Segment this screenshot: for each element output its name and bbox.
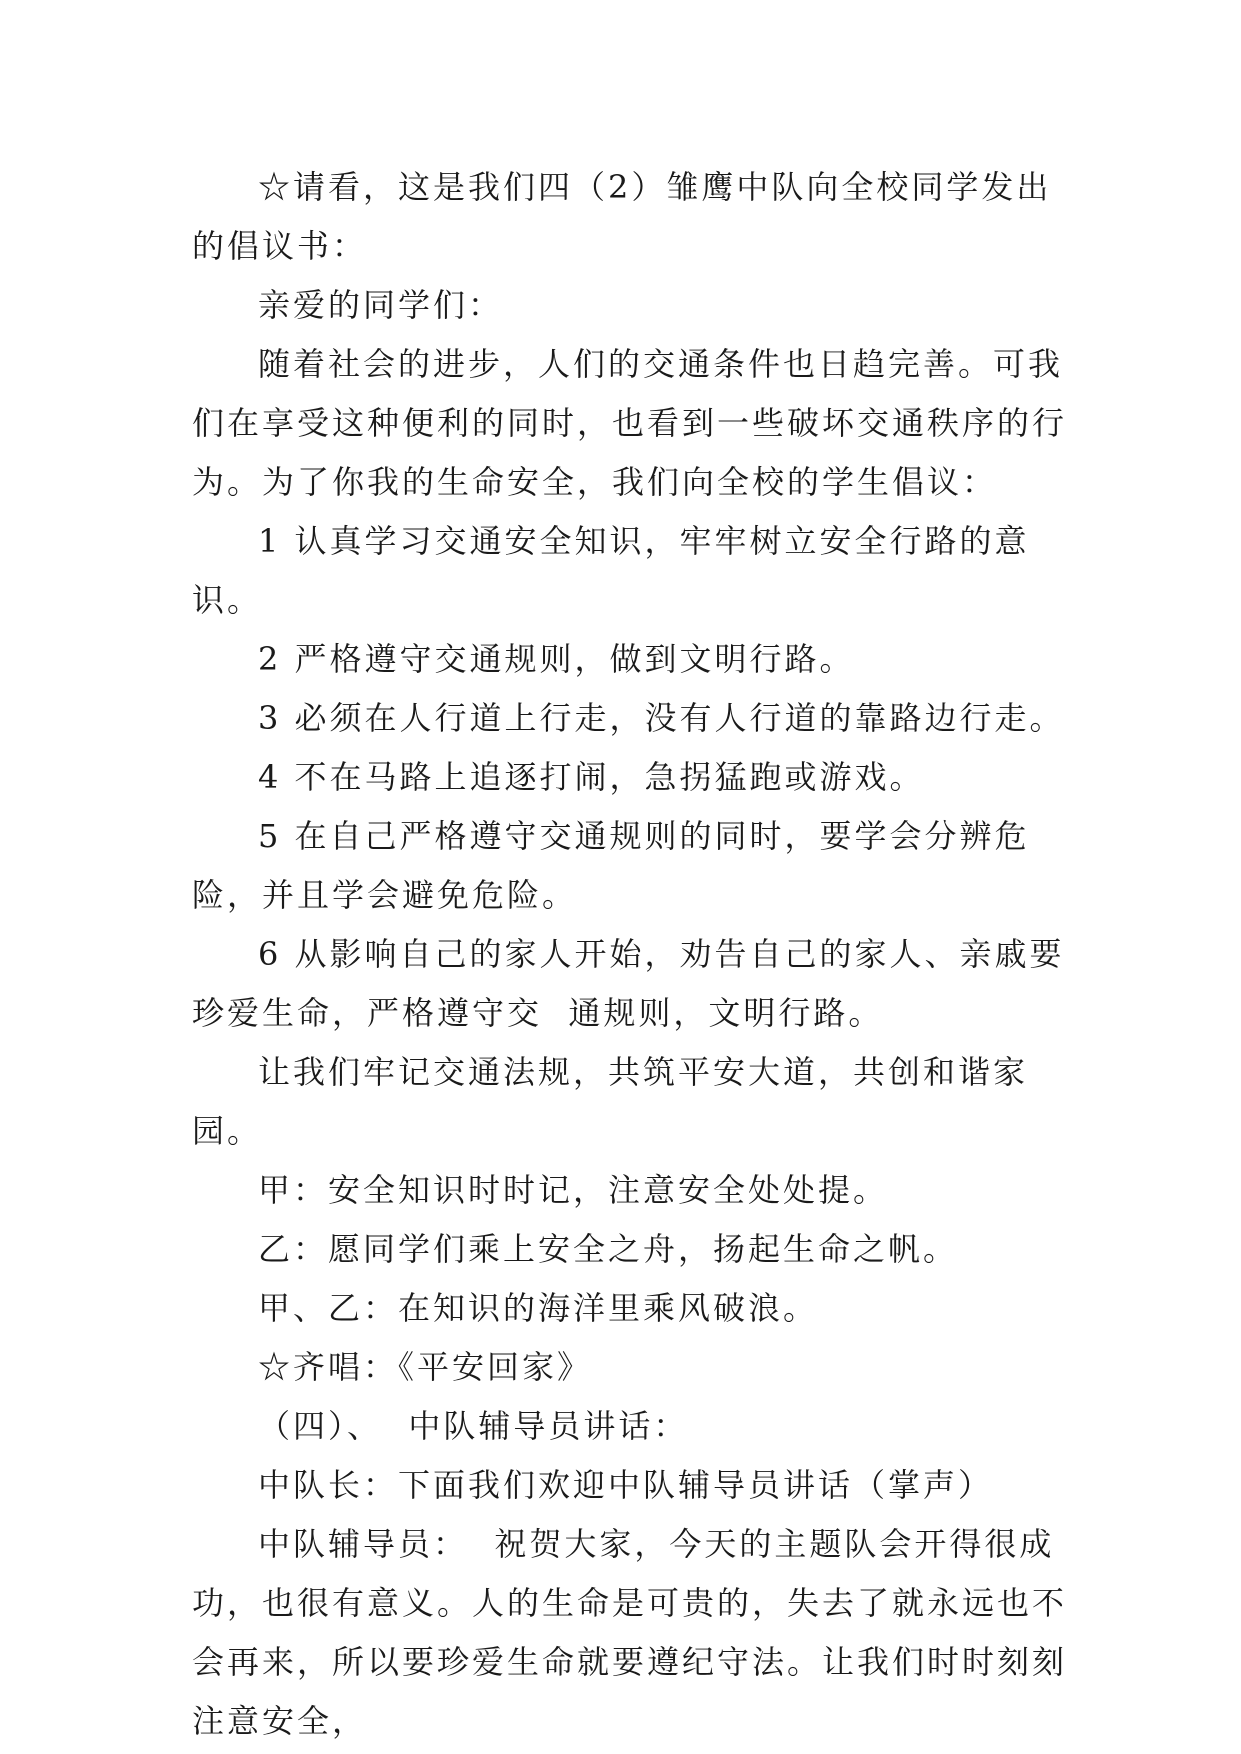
list-item-5 [192, 807, 1072, 925]
paragraph-text: 1 认真学习交通安全知识，牢牢树立安全行路的意识。 [192, 522, 1030, 619]
paragraph-text: 5 在自己严格遵守交通规则的同时，要学会分辨危险，并且学会避免危险。 [192, 817, 1030, 914]
paragraph-text: 6 从影响自己的家人开始，劝告自己的家人、亲戚要珍爱生命，严格遵守交 通规则，文明行路。 [192, 935, 1065, 1032]
paragraph-text: 中队长：下面我们欢迎中队辅导员讲话（掌声） [258, 1466, 994, 1504]
paragraph-text: 甲：安全知识时时记，注意安全处处提。 [258, 1171, 889, 1209]
paragraph-text: 甲、乙：在知识的海洋里乘风破浪。 [258, 1289, 819, 1327]
paragraph-counselor-speech [192, 1515, 1072, 1751]
list-item-4 [192, 748, 1072, 807]
paragraph-slogan [192, 1043, 1072, 1161]
paragraph-text: 亲爱的同学们： [258, 286, 504, 324]
paragraph-speaker-yi [192, 1220, 1072, 1279]
paragraph-text: 乙：愿同学们乘上安全之舟，扬起生命之帆。 [258, 1230, 959, 1268]
paragraph-speaker-jia [192, 1161, 1072, 1220]
paragraph-text: 2 严格遵守交通规则，做到文明行路。 [258, 640, 855, 678]
document-body [192, 158, 1072, 1751]
paragraph-speaker-jia-yi [192, 1279, 1072, 1338]
list-item-1 [192, 512, 1072, 630]
paragraph-text: 4 不在马路上追逐打闹，急拐猛跑或游戏。 [258, 758, 925, 796]
paragraph-text: ☆齐唱：《平安回家》 [258, 1348, 593, 1386]
list-item-2 [192, 630, 1072, 689]
paragraph-text: ☆请看，这是我们四（2）雏鹰中队向全校同学发出的倡议书： [192, 168, 1052, 265]
paragraph-text: 3 必须在人行道上行走，没有人行道的靠路边行走。 [258, 699, 1065, 737]
section-heading-four [192, 1397, 1072, 1456]
list-item-3 [192, 689, 1072, 748]
list-item-6 [192, 925, 1072, 1043]
paragraph-salutation [192, 276, 1072, 335]
paragraph-text: 让我们牢记交通法规，共筑平安大道，共创和谐家园。 [192, 1053, 1029, 1150]
paragraph-proposal-body [192, 335, 1072, 512]
paragraph-squad-leader [192, 1456, 1072, 1515]
paragraph-text: 中队辅导员： 祝贺大家，今天的主题队会开得很成功，也很有意义。人的生命是可贵的，失去了就永远也不会再来，所以要珍爱生命就要遵纪守法。让我们时时刻刻注意安全， [192, 1525, 1068, 1740]
paragraph-text: （四）、 中队辅导员讲话： [258, 1407, 689, 1445]
paragraph-song [192, 1338, 1072, 1397]
paragraph-proposal-intro [192, 158, 1072, 276]
paragraph-text: 随着社会的进步，人们的交通条件也日趋完善。可我们在享受这种便利的同时，也看到一些破坏交通秩序的行为。为了你我的生命安全，我们向全校的学生倡议： [192, 345, 1068, 501]
